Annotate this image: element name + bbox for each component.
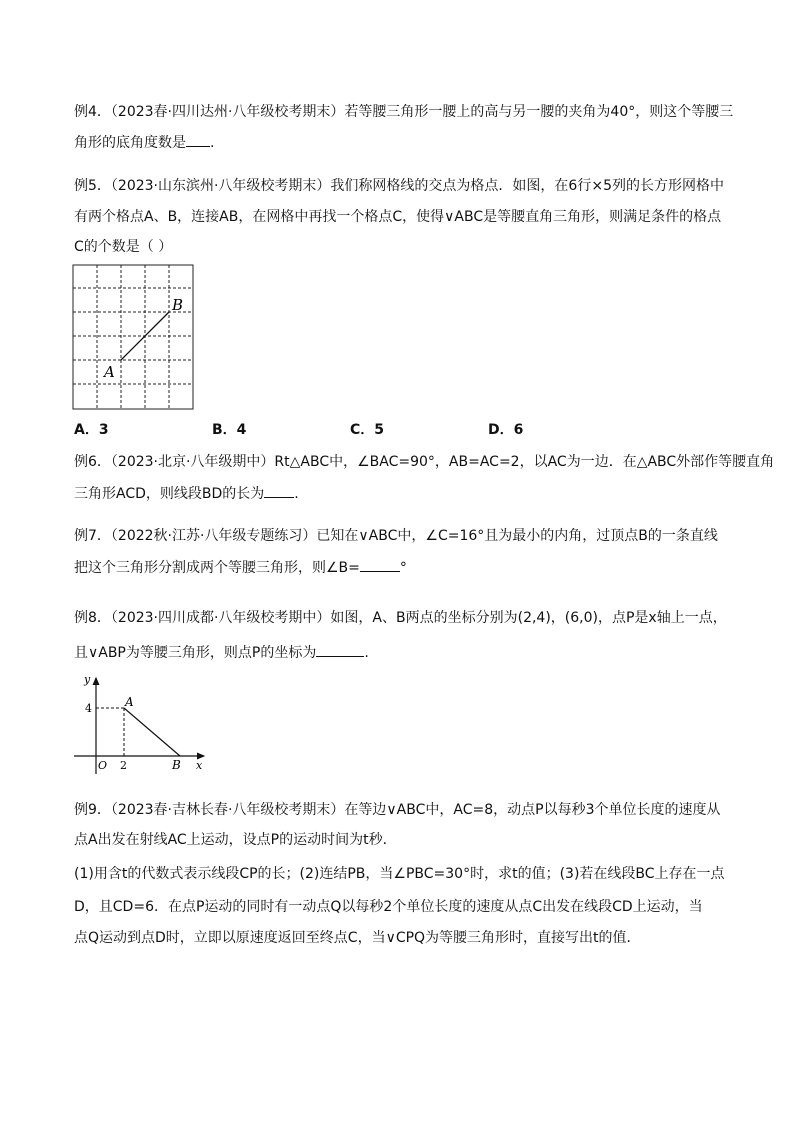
answer-blank xyxy=(264,483,294,498)
answer-blank xyxy=(186,132,210,147)
ex9-line-4: D，且CD=6．在点P运动的同时有一动点Q以每秒2个单位长度的速度从点C出发在线段CD上运动，当 xyxy=(74,899,703,915)
ex9-line-1: 例9．（2023春·吉林长春·八年级校考期末）在等边∨ABC中，AC=8，动点P以每秒3个单位长度的速度从 xyxy=(74,802,721,818)
ex4-line-2 xyxy=(74,132,214,153)
ex8-line-1: 例8．（2023·四川成都·八年级校考期中）如图，A、B两点的坐标分别为(2,4)，(6,0)，点P是x轴上一点， xyxy=(74,610,727,626)
ex6-line-2-end: . xyxy=(294,486,299,502)
ex4-line-2-text: 角形的底角度数是 xyxy=(74,135,186,151)
ex5-line-2: 有两个格点A、B，连接AB，在网格中再找一个格点C，使得∨ABC是等腰直角三角形，则满足条件的格点 xyxy=(74,209,722,225)
ex5-line-3: C的个数是（ ） xyxy=(74,239,173,255)
x-axis-label: x xyxy=(196,759,203,772)
segment-ab xyxy=(124,708,180,756)
option-b: B．4 xyxy=(212,422,247,438)
coordinate-figure xyxy=(70,670,220,780)
point-b-label: B xyxy=(172,758,181,772)
ex4-line-1: 例4．（2023春·四川达州·八年级校考期末）若等腰三角形一腰上的高与另一腰的夹角为40°，则这个等腰三 xyxy=(74,104,734,120)
point-a-label: A xyxy=(125,695,134,709)
point-b-label: B xyxy=(172,296,184,314)
tick-2-label: 2 xyxy=(120,759,127,772)
ex6-line-1: 例6．（2023·北京·八年级期中）Rt△ABC中，∠BAC=90°，AB=AC=2，以AC为一边．在△ABC外部作等腰直角 xyxy=(74,454,775,470)
tick-4-label: 4 xyxy=(85,702,92,715)
ex8-line-2 xyxy=(74,642,369,663)
grid-figure xyxy=(70,262,200,414)
answer-blank xyxy=(360,557,400,572)
ex8-line-2-end: . xyxy=(364,645,369,661)
ex9-line-3: (1)用含t的代数式表示线段CP的长；(2)连结PB，当∠PBC=30°时，求t的值；(3)若在线段BC上存在一点 xyxy=(74,866,725,882)
ex8-line-2-text: 且∨ABP为等腰三角形，则点P的坐标为 xyxy=(74,645,317,661)
ex9-line-2: 点A出发在射线AC上运动，设点P的运动时间为t秒． xyxy=(74,832,397,848)
ex9-line-5: 点Q运动到点D时，立即以原速度返回至终点C，当∨CPQ为等腰三角形时，直接写出t的值． xyxy=(74,930,641,946)
point-a-label: A xyxy=(104,363,115,381)
ex4-line-2-end: . xyxy=(210,135,215,151)
ex5-line-1: 例5．（2023·山东滨州·八年级校考期末）我们称网格线的交点为格点．如图，在6行×5列的长方形网格中 xyxy=(74,178,724,194)
ex6-line-2 xyxy=(74,483,299,504)
ex7-line-1: 例7．（2022秋·江苏·八年级专题练习）已知在∨ABC中，∠C=16°且为最小的内角，过顶点B的一条直线 xyxy=(74,528,718,544)
answer-blank xyxy=(316,642,364,657)
option-c: C．5 xyxy=(350,422,385,438)
ex7-line-2 xyxy=(74,557,407,578)
y-axis-label: y xyxy=(84,673,91,686)
ex6-line-2-text: 三角形ACD，则线段BD的长为 xyxy=(74,486,265,502)
ex7-line-2-end: ° xyxy=(399,560,407,576)
ex7-line-2-text: 把这个三角形分割成两个等腰三角形，则∠B= xyxy=(74,560,360,576)
option-a: A．3 xyxy=(74,422,109,438)
option-d: D．6 xyxy=(488,422,524,438)
origin-label: O xyxy=(98,759,108,772)
